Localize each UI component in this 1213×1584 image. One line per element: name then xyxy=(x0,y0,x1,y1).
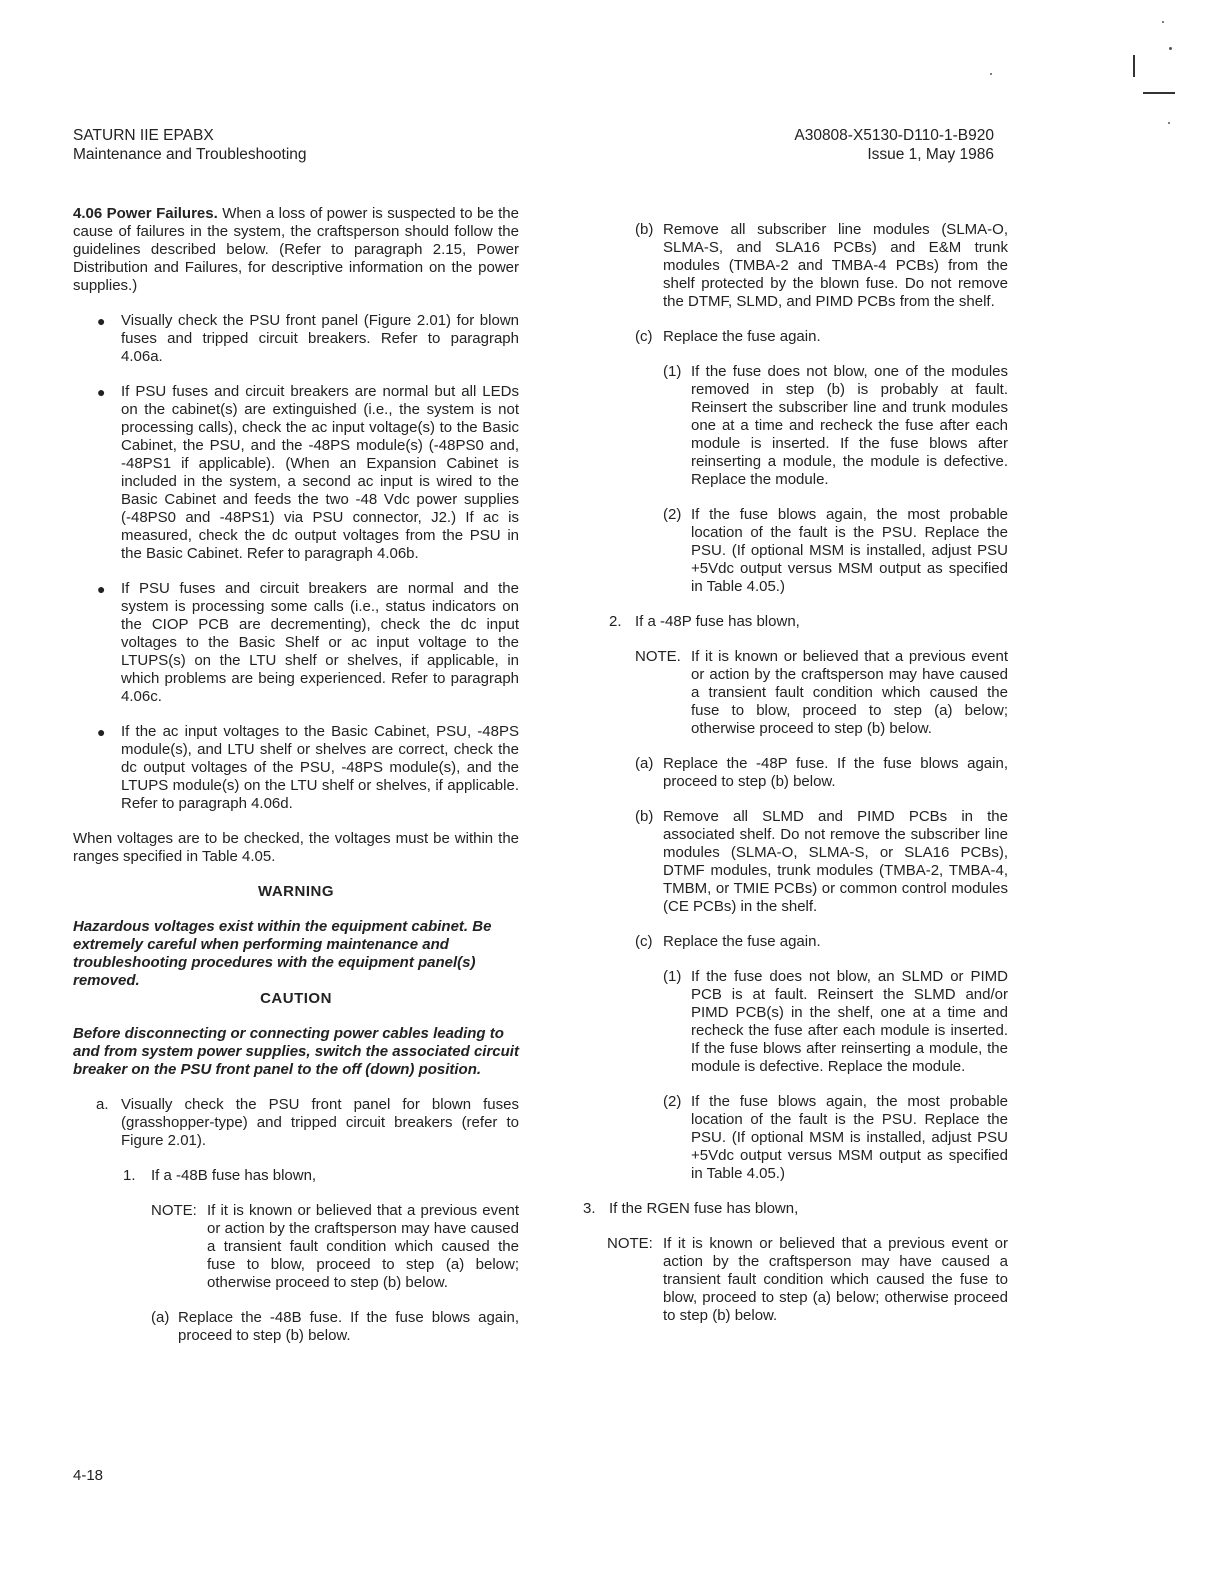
step-1a-text: Replace the -48B fuse. If the fuse blows again, proceed to step (b) below. xyxy=(178,1309,519,1344)
caution-heading: CAUTION xyxy=(260,990,332,1007)
step-2 xyxy=(583,613,1008,631)
document-header-right xyxy=(794,126,994,164)
step-1a xyxy=(73,1309,519,1345)
step-1 xyxy=(73,1167,519,1185)
document-subtitle: Maintenance and Troubleshooting xyxy=(73,146,307,163)
document-issue: Issue 1, May 1986 xyxy=(867,146,994,163)
step-2c-1 xyxy=(583,968,1008,1076)
step-2b-text: Remove all SLMD and PIMD PCBs in the associated shelf. Do not remove the subscriber line modules (SLMA-O, SLMA-S, or SLA16 PCBs), DTMF modules, trunk modules (TMBA-2, TMBA-4, TMBM, or TMIE PCBs) or common control modules (CE PCBs) in the shelf. xyxy=(663,808,1008,915)
step-1b-text: Remove all subscriber line modules (SLMA-O, SLMA-S, and SLA16 PCBs) and E&M trunk modules (TMBA-2 and TMBA-4 PCBs) from the shelf protected by the blown fuse. Do not remove the DTMF, SLMD, and PIMD PCBs from the shelf. xyxy=(663,221,1008,310)
step-1a-label: (a) xyxy=(151,1309,170,1326)
step-2c-text: Replace the fuse again. xyxy=(663,933,821,950)
step-1c-2 xyxy=(583,506,1008,596)
step-2a-label: (a) xyxy=(635,755,654,772)
note-3-text: If it is known or believed that a previous event or action by the craftsperson may have caused a transient fault condition which caused the fuse to blow, proceed to step (a) below; otherwise proceed to step (b) below. xyxy=(663,1235,1008,1324)
step-1-text: If a -48B fuse has blown, xyxy=(151,1167,317,1184)
note-1-text: If it is known or believed that a previous event or action by the craftsperson may have caused a transient fault condition which caused the fuse to blow, proceed to step (a) below; otherwise proceed to step (b) below. xyxy=(207,1202,519,1291)
bullet-item xyxy=(73,312,519,366)
note-3 xyxy=(583,1235,1008,1325)
step-1c-2-text: If the fuse blows again, the most probable location of the fault is the PSU. Replace the PSU. (If optional MSM is installed, adjust PSU +5Vdc output versus MSM output as specified in Table 4.05.) xyxy=(691,506,1008,595)
bullet-text: If PSU fuses and circuit breakers are normal but all LEDs on the cabinet(s) are extinguished (i.e., the system is not processing calls), check the ac input voltage(s) to the Basic Cabinet, the PSU, and the -48PS module(s) (-48PS0 and, -48PS1 if applicable). (When an Expansion Cabinet is included in the system, a second ac input is wired to the Basic Cabinet and feeds the two -48 Vdc power supplies (-48PS0 and -48PS1) via PSU connector, J2.) If ac is measured, check the dc output voltages from the PSU in the Basic Cabinet. Refer to paragraph 4.06b. xyxy=(121,383,519,562)
note-1 xyxy=(73,1202,519,1292)
step-1c-1-label: (1) xyxy=(663,363,682,380)
step-2-text: If a -48P fuse has blown, xyxy=(635,613,800,630)
document-number: A30808-X5130-D110-1-B920 xyxy=(794,127,994,144)
step-3-text: If the RGEN fuse has blown, xyxy=(609,1200,799,1217)
bullet-icon: ● xyxy=(97,581,106,597)
step-a-text: Visually check the PSU front panel for blown fuses (grasshopper-type) and tripped circuit breakers (refer to Figure 2.01). xyxy=(121,1096,519,1149)
section-intro xyxy=(73,205,519,295)
step-2a-text: Replace the -48P fuse. If the fuse blows again, proceed to step (b) below. xyxy=(663,755,1008,790)
bullet-icon: ● xyxy=(97,313,106,329)
section-intro-text: When a loss of power is suspected to be the cause of failures in the system, the craftsperson should follow the guidelines described below. (Refer to paragraph 2.15, Power Distribution and Failures, for descriptive information on the power supplies.) xyxy=(73,205,519,294)
step-2c-2-label: (2) xyxy=(663,1093,682,1110)
bullet-item xyxy=(73,723,519,813)
step-2b-label: (b) xyxy=(635,808,654,825)
scan-margin-mark xyxy=(1143,92,1175,94)
bullet-text: If PSU fuses and circuit breakers are normal and the system is processing some calls (i.e., status indicators on the CIOP PCB are decrementing), check the dc input voltages to the Basic Shelf or ac input voltage to the LTUPS(s) on the LTU shelf or shelves, if applicable, in which problems are being experienced. Refer to paragraph 4.06c. xyxy=(121,580,519,705)
note-2 xyxy=(583,648,1008,738)
step-1c-1 xyxy=(583,363,1008,489)
step-1-label: 1. xyxy=(123,1167,136,1184)
note-3-label: NOTE: xyxy=(607,1235,653,1252)
step-1c-text: Replace the fuse again. xyxy=(663,328,821,345)
document-title: SATURN IIE EPABX xyxy=(73,127,214,144)
voltage-paragraph: When voltages are to be checked, the voltages must be within the ranges specified in Table 4.05. xyxy=(73,830,519,865)
step-2b xyxy=(583,808,1008,916)
scan-speck xyxy=(990,73,992,75)
bullet-icon: ● xyxy=(97,724,106,740)
page-number: 4-18 xyxy=(73,1467,104,1484)
scan-speck xyxy=(1168,122,1170,124)
step-2c-label: (c) xyxy=(635,933,653,950)
step-a xyxy=(73,1096,519,1150)
left-column xyxy=(73,205,519,1345)
note-1-label: NOTE: xyxy=(151,1202,197,1219)
step-2a xyxy=(583,755,1008,791)
step-1b-label: (b) xyxy=(635,221,654,238)
scan-speck xyxy=(1162,21,1164,23)
caution-text: Before disconnecting or connecting power cables leading to and from system power supplies, switch the associated circuit breaker on the PSU front panel to the off (down) position. xyxy=(73,1025,519,1078)
right-column xyxy=(583,221,1008,1325)
bullet-icon: ● xyxy=(97,384,106,400)
note-2-text: If it is known or believed that a previous event or action by the craftsperson may have caused a transient fault condition which caused the fuse to blow, proceed to step (a) below; otherwise proceed to step (b) below. xyxy=(691,648,1008,737)
section-title: 4.06 Power Failures. xyxy=(73,205,218,222)
step-2c xyxy=(583,933,1008,951)
bullet-item xyxy=(73,580,519,706)
step-3 xyxy=(583,1200,1008,1218)
step-1c-1-text: If the fuse does not blow, one of the modules removed in step (b) is probably at fault. Reinsert the subscriber line and trunk modules one at a time and recheck the fuse after each module is inserted. If the fuse blows after reinserting a module, the module is defective. Replace the module. xyxy=(691,363,1008,488)
scan-speck xyxy=(1169,47,1172,50)
bullet-text: If the ac input voltages to the Basic Cabinet, PSU, -48PS module(s), and LTU shelf or shelves are correct, check the dc output voltages of the PSU, -48PS module(s), and the LTUPS module(s) on the LTU shelf or shelves, if applicable. Refer to paragraph 4.06d. xyxy=(121,723,519,812)
warning-text: Hazardous voltages exist within the equipment cabinet. Be extremely careful when performing maintenance and troubleshooting procedures with the equipment panel(s) removed. xyxy=(73,918,492,989)
document-header-left xyxy=(73,126,307,164)
bullet-text: Visually check the PSU front panel (Figure 2.01) for blown fuses and tripped circuit breakers. Refer to paragraph 4.06a. xyxy=(121,312,519,365)
step-1c-2-label: (2) xyxy=(663,506,682,523)
step-2-label: 2. xyxy=(609,613,622,630)
step-3-label: 3. xyxy=(583,1200,596,1217)
step-1c xyxy=(583,328,1008,346)
scan-margin-mark xyxy=(1133,55,1135,77)
step-2c-2 xyxy=(583,1093,1008,1183)
step-1c-label: (c) xyxy=(635,328,653,345)
step-a-label: a. xyxy=(96,1096,109,1113)
warning-heading: WARNING xyxy=(258,883,334,900)
step-2c-1-text: If the fuse does not blow, an SLMD or PIMD PCB is at fault. Reinsert the SLMD and/or PIMD PCB(s) in the shelf, one at a time and recheck the fuse after each module is inserted. If the fuse blows after reinserting a module, the module is defective. Replace the module. xyxy=(691,968,1008,1075)
step-1b xyxy=(583,221,1008,311)
step-2c-2-text: If the fuse blows again, the most probable location of the fault is the PSU. Replace the PSU. (If optional MSM is installed, adjust PSU +5Vdc output versus MSM output as specified in Table 4.05.) xyxy=(691,1093,1008,1182)
bullet-item xyxy=(73,383,519,563)
note-2-label: NOTE. xyxy=(635,648,681,665)
step-2c-1-label: (1) xyxy=(663,968,682,985)
